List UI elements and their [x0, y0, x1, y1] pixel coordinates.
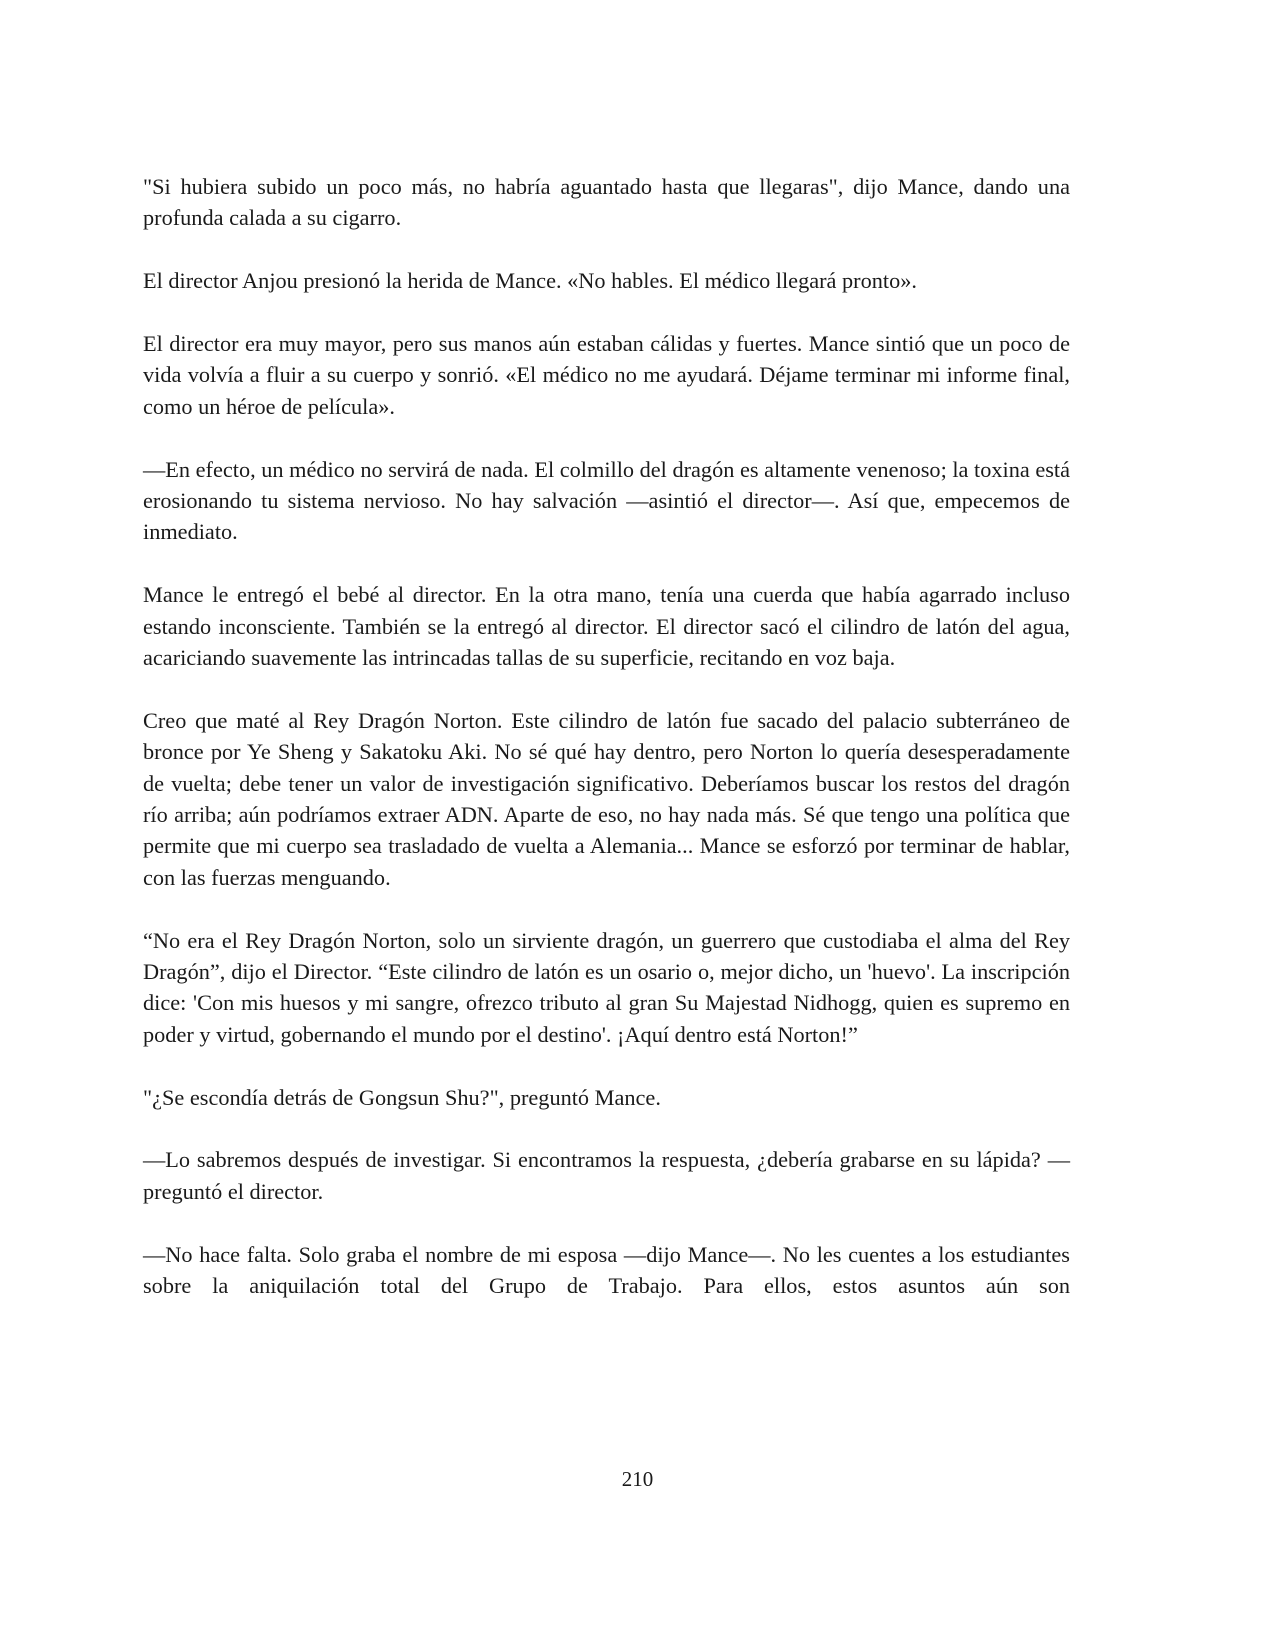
paragraph: El director Anjou presionó la herida de Mance. «No hables. El médico llegará pronto». — [143, 268, 917, 294]
paragraph: —En efecto, un médico no servirá de nada. El colmillo del dragón es altamente venenoso; la toxina está erosionando tu sistema nervioso. No hay salvación —asintió el director—. Así que, empecemos de inmediato. — [143, 456, 1070, 545]
paragraph: El director era muy mayor, pero sus manos aún estaban cálidas y fuertes. Mance sintió que un poco de vida volvía a fluir a su cuerpo y sonrió. «El médico no me ayudará. Déjame terminar mi informe final, como un héroe de película». — [143, 331, 1070, 419]
paragraph: —No hace falta. Solo graba el nombre de mi esposa —dijo Mance—. No les cuentes a los estudiantes sobre la aniquilación total del Grupo de Trabajo. Para ellos, estos asuntos aún son — [143, 1241, 1070, 1299]
page-body — [143, 171, 1070, 1333]
paragraph: —Lo sabremos después de investigar. Si encontramos la respuesta, ¿debería grabarse en su lápida? —preguntó el director. — [143, 1147, 1070, 1204]
page-number: 210 — [621, 1467, 654, 1491]
paragraph: Creo que maté al Rey Dragón Norton. Este cilindro de latón fue sacado del palacio subterráneo de bronce por Ye Sheng y Sakatoku Aki. No sé qué hay dentro, pero Norton lo quería desesperadamente de vuelta; debe tener un valor de investigación significativo. Deberíamos buscar los restos del dragón río arriba; aún podríamos extraer ADN. Aparte de eso, no hay nada más. Sé que tengo una política que permite que mi cuerpo sea trasladado de vuelta a Alemania... Mance se esforzó por terminar de hablar, con las fuerzas menguando. — [143, 707, 1070, 890]
paragraph: “No era el Rey Dragón Norton, solo un sirviente dragón, un guerrero que custodiaba el alma del Rey Dragón”, dijo el Director. “Este cilindro de latón es un osario o, mejor dicho, un 'huevo'. La inscripción dice: 'Con mis huesos y mi sangre, ofrezco tributo al gran Su Majestad Nidhogg, quien es supremo en poder y virtud, gobernando el mundo por el destino'. ¡Aquí dentro está Norton!” — [143, 927, 1070, 1047]
paragraph: "¿Se escondía detrás de Gongsun Shu?", preguntó Mance. — [143, 1084, 661, 1110]
paragraph: Mance le entregó el bebé al director. En la otra mano, tenía una cuerda que había agarrado incluso estando inconsciente. También se la entregó al director. El director sacó el cilindro de latón del agua, acariciando suavemente las intrincadas tallas de su superficie, recitando en voz baja. — [143, 582, 1070, 671]
paragraph: "Si hubiera subido un poco más, no habría aguantado hasta que llegaras", dijo Mance, dando una profunda calada a su cigarro. — [143, 174, 1070, 231]
